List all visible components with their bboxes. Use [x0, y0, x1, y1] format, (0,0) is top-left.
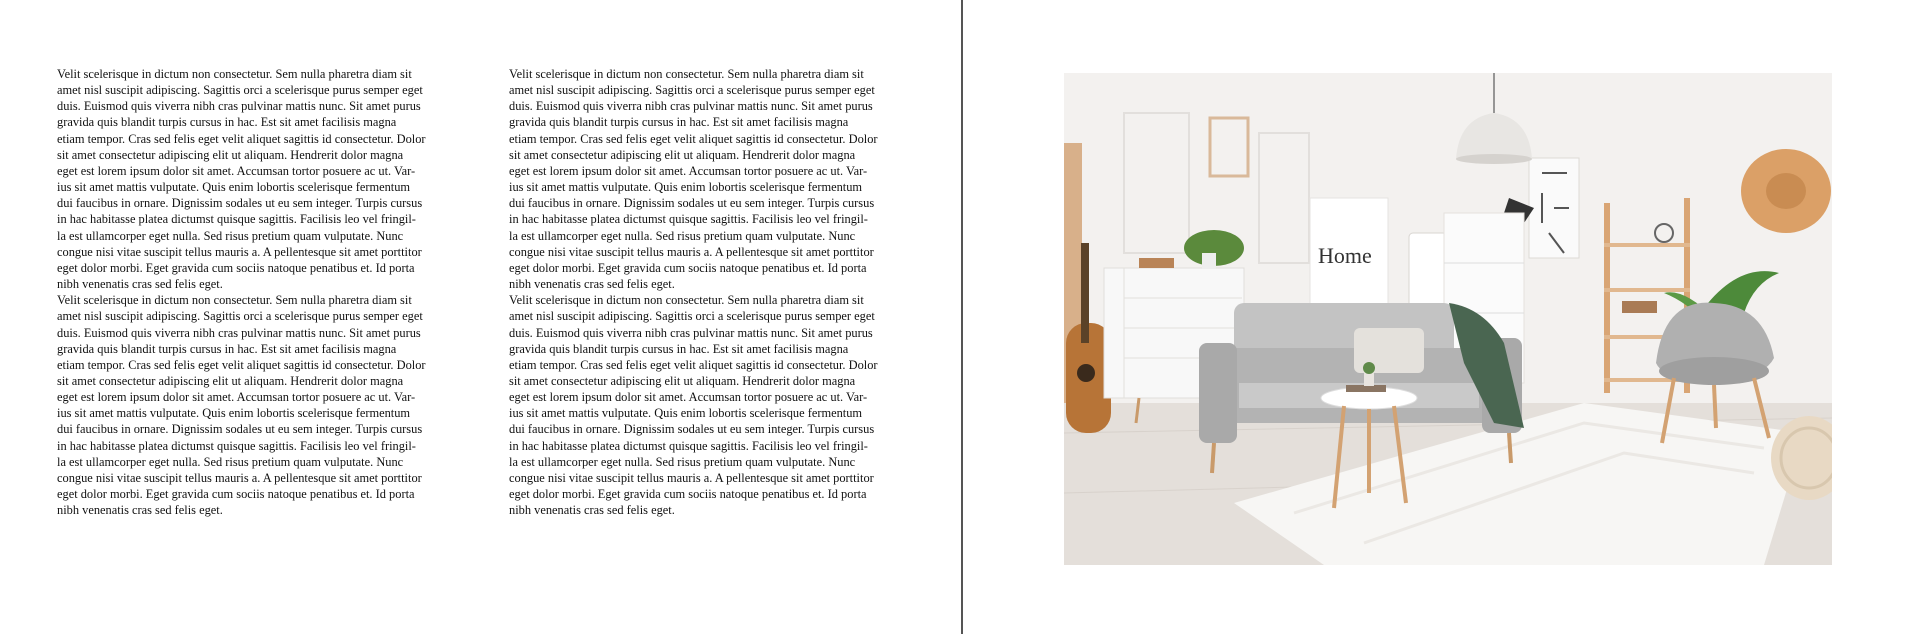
text-column-left	[57, 66, 457, 518]
right-page	[963, 0, 1920, 634]
home-sign-text: Home	[1318, 243, 1372, 268]
living-room-photo	[1064, 73, 1832, 565]
paragraph: Velit scelerisque in dictum non consectetur. Sem nulla pharetra diam sit amet nisl suscipit adipiscing. Sagittis orci a scelerisque purus semper eget duis. Euismod quis viverra nibh cras pulvinar mattis nunc. Sit amet purus gravida quis blandit turpis cursus in hac. Est sit amet facilisis magna etiam tempor. Cras sed felis eget velit aliquet sagittis id consectetur. Dolor sit amet consectetur adipiscing elit ut aliquam. Hendrerit dolor magna eget est lorem ipsum dolor sit amet. Accumsan tortor posuere ac ut. Var- ius sit amet mattis vulputate. Quis enim lobortis scelerisque fermentum dui faucibus in ornare. Dignissim sodales ut eu sem integer. Turpis cursus in hac habitasse platea dictumst quisque sagittis. Facilisis leo vel fringil- la est ullamcorper eget nulla. Sed risus pretium quam vulputate. Nunc congue nisi vitae suscipit tellus mauris a. A pellentesque sit amet porttitor eget dolor morbi. Eget gravida cum sociis natoque penatibus et. Id porta nibh venenatis cras sed felis eget.	[509, 293, 878, 518]
text-column-right	[509, 66, 909, 518]
paragraph: Velit scelerisque in dictum non consectetur. Sem nulla pharetra diam sit amet nisl suscipit adipiscing. Sagittis orci a scelerisque purus semper eget duis. Euismod quis viverra nibh cras pulvinar mattis nunc. Sit amet purus gravida quis blandit turpis cursus in hac. Est sit amet facilisis magna etiam tempor. Cras sed felis eget velit aliquet sagittis id consectetur. Dolor sit amet consectetur adipiscing elit ut aliquam. Hendrerit dolor magna eget est lorem ipsum dolor sit amet. Accumsan tortor posuere ac ut. Var- ius sit amet mattis vulputate. Quis enim lobortis scelerisque fermentum dui faucibus in ornare. Dignissim sodales ut eu sem integer. Turpis cursus in hac habitasse platea dictumst quisque sagittis. Facilisis leo vel fringil- la est ullamcorper eget nulla. Sed risus pretium quam vulputate. Nunc congue nisi vitae suscipit tellus mauris a. A pellentesque sit amet porttitor eget dolor morbi. Eget gravida cum sociis natoque penatibus et. Id porta nibh venenatis cras sed felis eget.	[57, 67, 426, 292]
paragraph: Velit scelerisque in dictum non consectetur. Sem nulla pharetra diam sit amet nisl suscipit adipiscing. Sagittis orci a scelerisque purus semper eget duis. Euismod quis viverra nibh cras pulvinar mattis nunc. Sit amet purus gravida quis blandit turpis cursus in hac. Est sit amet facilisis magna etiam tempor. Cras sed felis eget velit aliquet sagittis id consectetur. Dolor sit amet consectetur adipiscing elit ut aliquam. Hendrerit dolor magna eget est lorem ipsum dolor sit amet. Accumsan tortor posuere ac ut. Var- ius sit amet mattis vulputate. Quis enim lobortis scelerisque fermentum dui faucibus in ornare. Dignissim sodales ut eu sem integer. Turpis cursus in hac habitasse platea dictumst quisque sagittis. Facilisis leo vel fringil- la est ullamcorper eget nulla. Sed risus pretium quam vulputate. Nunc congue nisi vitae suscipit tellus mauris a. A pellentesque sit amet porttitor eget dolor morbi. Eget gravida cum sociis natoque penatibus et. Id porta nibh venenatis cras sed felis eget.	[509, 67, 878, 292]
paragraph: Velit scelerisque in dictum non consectetur. Sem nulla pharetra diam sit amet nisl suscipit adipiscing. Sagittis orci a scelerisque purus semper eget duis. Euismod quis viverra nibh cras pulvinar mattis nunc. Sit amet purus gravida quis blandit turpis cursus in hac. Est sit amet facilisis magna etiam tempor. Cras sed felis eget velit aliquet sagittis id consectetur. Dolor sit amet consectetur adipiscing elit ut aliquam. Hendrerit dolor magna eget est lorem ipsum dolor sit amet. Accumsan tortor posuere ac ut. Var- ius sit amet mattis vulputate. Quis enim lobortis scelerisque fermentum dui faucibus in ornare. Dignissim sodales ut eu sem integer. Turpis cursus in hac habitasse platea dictumst quisque sagittis. Facilisis leo vel fringil- la est ullamcorper eget nulla. Sed risus pretium quam vulputate. Nunc congue nisi vitae suscipit tellus mauris a. A pellentesque sit amet porttitor eget dolor morbi. Eget gravida cum sociis natoque penatibus et. Id porta nibh venenatis cras sed felis eget.	[57, 293, 426, 518]
